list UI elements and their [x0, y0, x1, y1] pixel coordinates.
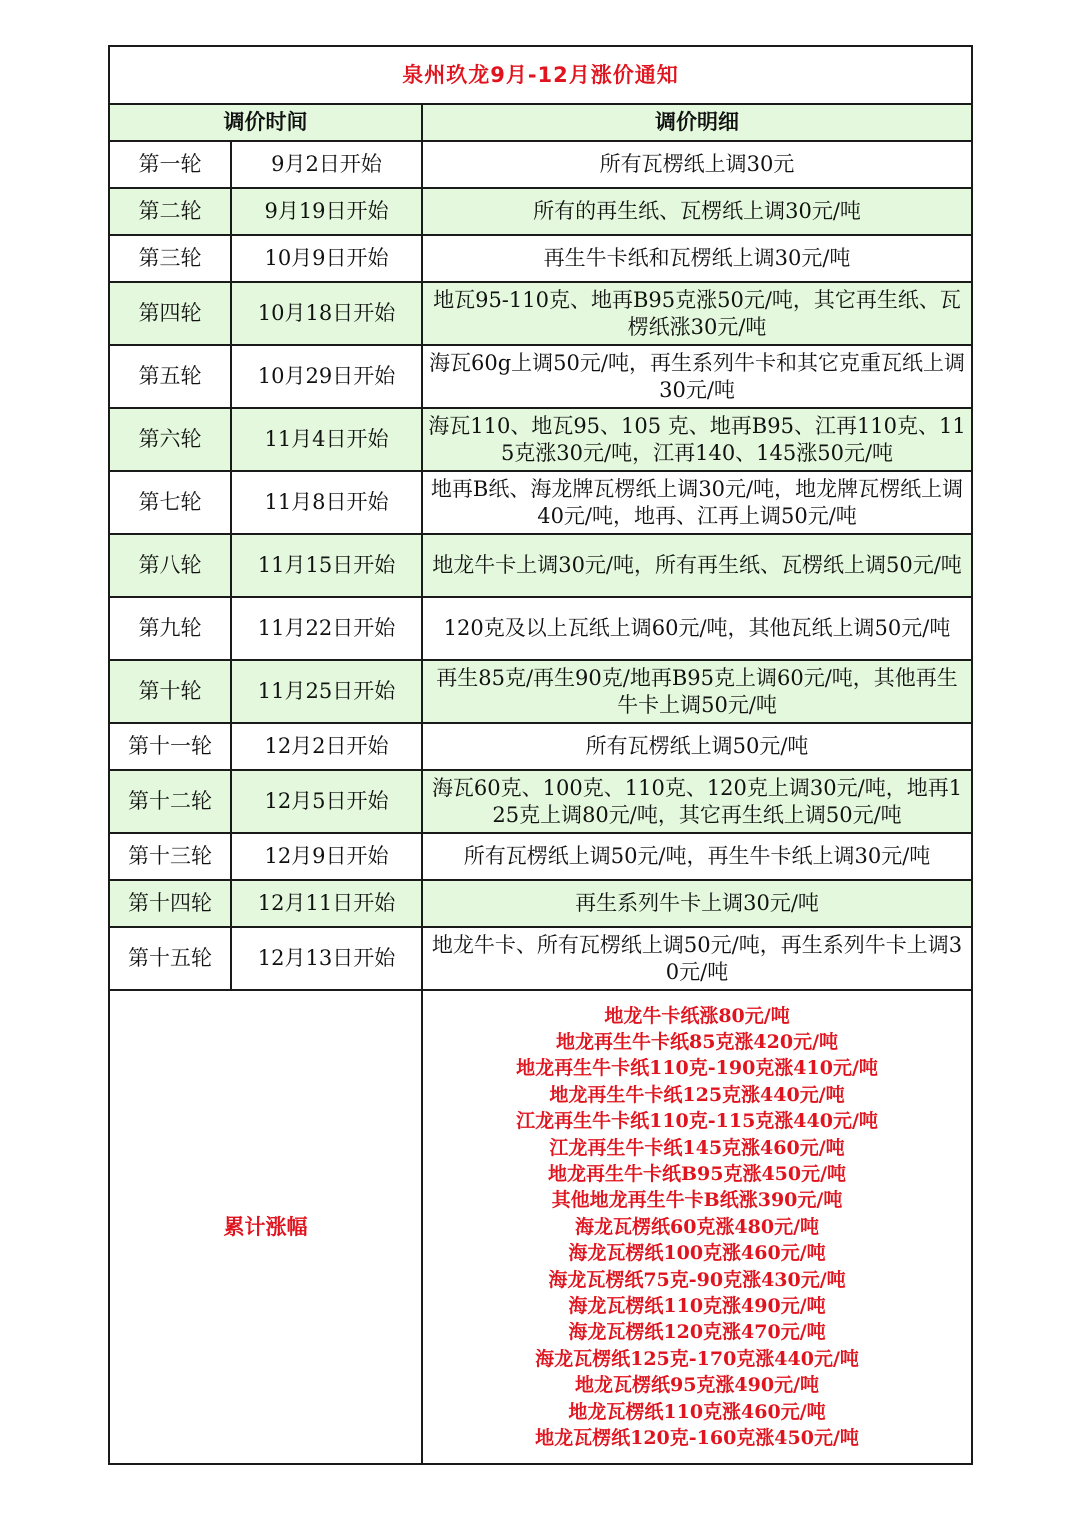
round-start-date: 9月2日开始: [231, 141, 422, 188]
round-label: 第九轮: [109, 597, 231, 660]
round-label: 第六轮: [109, 408, 231, 471]
round-row: [109, 723, 972, 770]
cumulative-detail: [422, 990, 972, 1464]
cumulative-label: 累计涨幅: [109, 990, 422, 1464]
round-detail: 地龙牛卡、所有瓦楞纸上调50元/吨，再生系列牛卡上调30元/吨: [422, 927, 972, 990]
header-time: 调价时间: [109, 104, 422, 141]
round-label: 第四轮: [109, 282, 231, 345]
round-label: 第十二轮: [109, 770, 231, 833]
price-notice-table: [108, 45, 973, 1465]
round-start-date: 10月29日开始: [231, 345, 422, 408]
cumulative-item: 江龙再生牛卡纸145克涨460元/吨: [549, 1136, 845, 1159]
round-start-date: 11月15日开始: [231, 534, 422, 597]
round-row: [109, 660, 972, 723]
round-detail: 海瓦60g上调50元/吨，再生系列牛卡和其它克重瓦纸上调30元/吨: [422, 345, 972, 408]
round-detail: 海瓦110、地瓦95、105 克、地再B95、江再110克、115克涨30元/吨，江再140、145涨50元/吨: [422, 408, 972, 471]
round-label: 第十四轮: [109, 880, 231, 927]
cumulative-row: [109, 990, 972, 1464]
round-row: [109, 927, 972, 990]
round-detail: 地再B纸、海龙牌瓦楞纸上调30元/吨，地龙牌瓦楞纸上调40元/吨，地再、江再上调50元/吨: [422, 471, 972, 534]
cumulative-item: 海龙瓦楞纸100克涨460元/吨: [568, 1242, 826, 1265]
round-start-date: 11月4日开始: [231, 408, 422, 471]
round-row: [109, 141, 972, 188]
round-row: [109, 534, 972, 597]
round-start-date: 9月19日开始: [231, 188, 422, 235]
round-detail: 再生85克/再生90克/地再B95克上调60元/吨，其他再生牛卡上调50元/吨: [422, 660, 972, 723]
round-start-date: 12月13日开始: [231, 927, 422, 990]
round-row: [109, 188, 972, 235]
round-start-date: 11月22日开始: [231, 597, 422, 660]
cumulative-item: 地龙瓦楞纸120克-160克涨450元/吨: [535, 1427, 859, 1450]
round-detail: 地龙牛卡上调30元/吨，所有再生纸、瓦楞纸上调50元/吨: [422, 534, 972, 597]
cumulative-item: 地龙再生牛卡纸125克涨440元/吨: [549, 1083, 845, 1106]
round-row: [109, 880, 972, 927]
round-row: [109, 345, 972, 408]
round-label: 第一轮: [109, 141, 231, 188]
round-label: 第十五轮: [109, 927, 231, 990]
round-label: 第十三轮: [109, 833, 231, 880]
cumulative-item: 地龙再生牛卡纸B95克涨450元/吨: [547, 1162, 847, 1185]
round-row: [109, 235, 972, 282]
round-detail: 再生牛卡纸和瓦楞纸上调30元/吨: [422, 235, 972, 282]
cumulative-item: 海龙瓦楞纸75克-90克涨430元/吨: [548, 1268, 846, 1291]
round-row: [109, 408, 972, 471]
round-row: [109, 471, 972, 534]
round-row: [109, 833, 972, 880]
round-detail: 所有瓦楞纸上调50元/吨: [422, 723, 972, 770]
round-detail: 再生系列牛卡上调30元/吨: [422, 880, 972, 927]
round-start-date: 10月9日开始: [231, 235, 422, 282]
round-detail: 所有瓦楞纸上调50元/吨，再生牛卡纸上调30元/吨: [422, 833, 972, 880]
round-label: 第八轮: [109, 534, 231, 597]
cumulative-item: 江龙再生牛卡纸110克-115克涨440元/吨: [516, 1110, 878, 1133]
round-start-date: 11月25日开始: [231, 660, 422, 723]
round-detail: 地瓦95-110克、地再B95克涨50元/吨，其它再生纸、瓦楞纸涨30元/吨: [422, 282, 972, 345]
notice-title: 泉州玖龙9月-12月涨价通知: [109, 46, 972, 104]
cumulative-item: 其他地龙再生牛卡B纸涨390元/吨: [551, 1189, 843, 1212]
title-row: [109, 46, 972, 104]
cumulative-item: 地龙再生牛卡纸85克涨420元/吨: [555, 1030, 839, 1053]
round-start-date: 12月2日开始: [231, 723, 422, 770]
header-row: [109, 104, 972, 141]
round-detail: 120克及以上瓦纸上调60元/吨，其他瓦纸上调50元/吨: [422, 597, 972, 660]
round-detail: 所有的再生纸、瓦楞纸上调30元/吨: [422, 188, 972, 235]
round-label: 第五轮: [109, 345, 231, 408]
round-label: 第七轮: [109, 471, 231, 534]
cumulative-item: 地龙瓦楞纸95克涨490元/吨: [574, 1374, 820, 1397]
round-start-date: 10月18日开始: [231, 282, 422, 345]
round-label: 第十一轮: [109, 723, 231, 770]
cumulative-list: [427, 1003, 967, 1452]
round-label: 第二轮: [109, 188, 231, 235]
cumulative-item: 海龙瓦楞纸120克涨470元/吨: [568, 1321, 826, 1344]
round-start-date: 12月11日开始: [231, 880, 422, 927]
round-detail: 海瓦60克、100克、110克、120克上调30元/吨，地再125克上调80元/吨，其它再生纸上调50元/吨: [422, 770, 972, 833]
round-start-date: 12月9日开始: [231, 833, 422, 880]
cumulative-item: 地龙牛卡纸涨80元/吨: [604, 1004, 790, 1027]
round-detail: 所有瓦楞纸上调30元: [422, 141, 972, 188]
cumulative-item: 海龙瓦楞纸110克涨490元/吨: [568, 1295, 826, 1318]
header-detail: 调价明细: [422, 104, 972, 141]
round-row: [109, 597, 972, 660]
cumulative-item: 地龙瓦楞纸110克涨460元/吨: [568, 1400, 826, 1423]
round-label: 第十轮: [109, 660, 231, 723]
round-row: [109, 282, 972, 345]
cumulative-item: 海龙瓦楞纸125克-170克涨440元/吨: [535, 1347, 859, 1370]
round-label: 第三轮: [109, 235, 231, 282]
round-start-date: 12月5日开始: [231, 770, 422, 833]
cumulative-item: 地龙再生牛卡纸110克-190克涨410元/吨: [516, 1057, 878, 1080]
round-row: [109, 770, 972, 833]
round-start-date: 11月8日开始: [231, 471, 422, 534]
cumulative-item: 海龙瓦楞纸60克涨480元/吨: [574, 1215, 820, 1238]
